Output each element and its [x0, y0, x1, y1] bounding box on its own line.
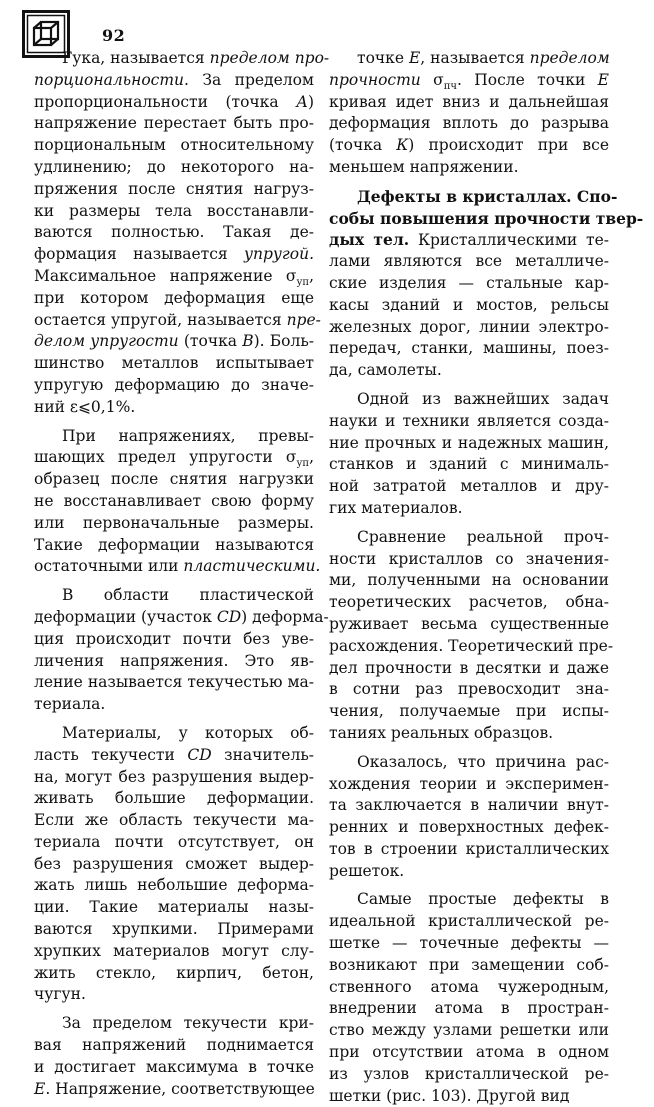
text-line [34, 694, 314, 716]
text-run: Сравнение реальной проч- [357, 527, 609, 546]
text-run: остаточными или [34, 557, 184, 576]
text-run: шетке — точечные дефекты — [329, 934, 609, 953]
paragraph-gap [34, 578, 314, 585]
text-run: хождения теории и эксперимен- [329, 774, 609, 793]
text-run: териала почти отсутствует, он [34, 832, 314, 851]
text-run: точке [357, 49, 409, 67]
text-run: вая напряжений поднимается [34, 1036, 314, 1055]
text-line [34, 1035, 314, 1057]
text-line [34, 92, 314, 114]
text-line [34, 179, 314, 201]
text-line [329, 360, 609, 382]
text-line [329, 1086, 609, 1107]
text-run: ренних и поверхностных дефек- [329, 818, 609, 837]
subscript: пч [443, 80, 457, 92]
text-run: жить стекло, кирпич, бетон, [34, 963, 314, 982]
text-run: чугун. [34, 985, 86, 1004]
text-line [329, 1020, 609, 1042]
text-run: В области пластической [62, 586, 314, 605]
text-run: остается упругой, называется [34, 310, 287, 329]
paragraph [329, 752, 609, 883]
paragraph-gap [34, 716, 314, 723]
italic-term: пределом [529, 49, 610, 67]
italic-term: К [396, 136, 409, 155]
text-run: , называется [420, 49, 530, 67]
text-run: Если же область текучести ма- [34, 811, 314, 830]
text-line [329, 911, 609, 933]
text-run: кривая идет вниз и дальнейшая [329, 92, 609, 111]
paragraph-gap [329, 179, 609, 186]
text-line [34, 767, 314, 789]
text-run: ). Боль- [253, 332, 315, 351]
text-line [329, 251, 609, 273]
text-run: значитель- [211, 745, 314, 764]
text-line [329, 295, 609, 317]
paragraph [329, 889, 609, 1107]
text-run: и достигает максимума в точке [34, 1057, 314, 1076]
text-run: ление называется текучестью ма- [34, 673, 314, 692]
subscript: уп [296, 277, 310, 289]
text-run: при котором деформация еще [34, 288, 314, 307]
bold-heading: Дефекты в кристаллах. Спо- [357, 186, 618, 206]
text-run: не восстанавливает свою форму [34, 491, 314, 510]
text-line [329, 933, 609, 955]
text-run: расхождения. Теоретический пре- [329, 636, 614, 655]
text-line [34, 556, 321, 578]
text-line [329, 861, 609, 883]
text-run: науки и техники является созда- [329, 411, 609, 430]
text-run: меньшем напряжении. [329, 157, 519, 176]
text-line [329, 614, 609, 636]
text-run: живать большие деформации. [34, 789, 314, 808]
text-line [329, 317, 609, 339]
text-run: да, самолеты. [329, 361, 442, 380]
text-run: . После точки [457, 70, 598, 89]
text-line [329, 955, 609, 977]
text-line [34, 447, 314, 469]
text-run: тов в строении кристаллических [329, 839, 609, 858]
text-line [34, 854, 314, 876]
text-run: ной затратой металлов и дру- [329, 477, 609, 496]
text-run: деформация вплоть до разрыва [329, 114, 609, 133]
text-run: дел прочности в десятки и даже [329, 658, 609, 677]
paragraph-gap [34, 1006, 314, 1013]
italic-term: CD [187, 745, 212, 764]
italic-term: упругой. [244, 245, 314, 264]
italic-term: порциональности. [34, 70, 189, 89]
text-line [329, 1064, 609, 1086]
text-line [329, 977, 609, 999]
paragraph [34, 1013, 314, 1100]
text-line [329, 752, 609, 774]
text-run: касы зданий и мостов, рельсы [329, 295, 609, 314]
text-line [34, 244, 314, 266]
text-run: ) происходит при все [408, 136, 609, 155]
text-run: железных дорог, линии электро- [329, 317, 609, 336]
text-run: Гука, называется [62, 49, 210, 67]
text-line [329, 135, 609, 157]
text-run: ваются полностью. Такая де- [34, 223, 314, 242]
text-run: при отсутствии атома в одном [329, 1043, 609, 1062]
paragraph [34, 585, 329, 716]
text-line [34, 897, 314, 919]
text-line [329, 113, 609, 135]
text-run: ство между узлами решетки или [329, 1021, 609, 1040]
text-line [329, 92, 609, 114]
text-run: шинство металлов испытывает [34, 354, 314, 373]
text-line [34, 1057, 314, 1079]
text-line [34, 222, 314, 244]
text-line [34, 788, 314, 810]
paragraph [34, 723, 314, 1006]
text-run: та заключается в наличии внут- [329, 796, 609, 815]
bold-heading: собы повышения прочности твер- [329, 208, 644, 228]
paragraph [34, 426, 321, 579]
text-line [34, 375, 314, 397]
text-run: из узлов кристаллической ре- [329, 1064, 609, 1083]
text-run: (точка [178, 332, 243, 351]
text-line [34, 266, 314, 288]
page-number: 92 [102, 26, 126, 45]
text-run: упругую деформацию до значе- [34, 375, 314, 394]
text-line [329, 454, 609, 476]
text-line [34, 113, 314, 135]
text-line [329, 186, 618, 208]
text-run: ваются хрупкими. Примерами [34, 920, 314, 939]
text-run: , [309, 448, 314, 467]
text-line [329, 817, 609, 839]
text-line [34, 491, 314, 513]
text-run: на, могут без разрушения выдер- [34, 767, 314, 786]
text-run: ний ε⩽0,1%. [34, 397, 136, 416]
paragraph [329, 186, 644, 382]
text-line [34, 919, 314, 941]
text-run: формация называется [34, 245, 245, 264]
text-line [329, 998, 609, 1020]
text-line [34, 1013, 314, 1035]
text-line [329, 411, 609, 433]
text-line [34, 397, 314, 419]
text-line [34, 585, 314, 607]
text-line [34, 331, 314, 353]
text-line [34, 875, 314, 897]
text-line [329, 476, 609, 498]
text-run: Максимальное напряжение σ [34, 266, 297, 285]
italic-term: Е [34, 1079, 46, 1098]
text-run: При напряжениях, превы- [62, 426, 314, 445]
text-line [34, 723, 314, 745]
italic-term: Е [597, 70, 609, 89]
paragraph-gap [329, 745, 609, 752]
text-run: За пределом [188, 70, 314, 89]
italic-term: пре- [286, 310, 321, 329]
text-line [34, 745, 314, 767]
text-line [329, 498, 609, 520]
text-run: ские изделия — стальные кар- [329, 273, 609, 292]
text-run: . Напряжение, соответствующее [45, 1079, 315, 1098]
paragraph-gap [329, 382, 609, 389]
text-line [329, 527, 609, 549]
text-line [329, 389, 609, 411]
text-run: пряжения после снятия нагруз- [34, 179, 314, 198]
text-line [34, 810, 314, 832]
text-run: личения напряжения. Это яв- [34, 651, 314, 670]
text-run: передач, станки, машины, поез- [329, 339, 609, 358]
italic-term: пределом про- [209, 49, 330, 67]
text-run: ми, полученными на основании [329, 571, 609, 590]
text-line [34, 157, 314, 179]
right-column [329, 48, 644, 1107]
subscript: уп [296, 458, 310, 470]
text-line [329, 48, 609, 70]
text-run: Такие деформации называются [34, 535, 314, 554]
text-run: теоретических расчетов, обна- [329, 593, 609, 612]
text-line [34, 469, 314, 491]
text-run: шающих предел упругости σ [34, 448, 297, 467]
text-run: Кристаллическими те- [409, 231, 609, 250]
text-run: σ [420, 70, 444, 89]
text-run: порциональным относительному [34, 136, 314, 155]
text-line [329, 229, 609, 251]
text-line [34, 832, 314, 854]
text-run: в сотни раз превосходит зна- [329, 680, 609, 699]
text-line [329, 889, 609, 911]
text-run: ция происходит почти без уве- [34, 629, 314, 648]
text-line [34, 135, 314, 157]
text-line [34, 984, 314, 1006]
text-line [34, 48, 330, 70]
italic-term: прочности [329, 70, 421, 89]
text-run: За пределом текучести кри- [62, 1014, 314, 1033]
text-line [329, 723, 609, 745]
text-run: ственного атома чужеродным, [329, 977, 609, 996]
text-run: Одной из важнейших задач [357, 389, 609, 408]
paragraph-gap [34, 419, 314, 426]
text-run: чения, получаемые при испы- [329, 702, 609, 721]
text-run: Оказалось, что причина рас- [357, 752, 609, 771]
text-line [34, 426, 314, 448]
text-line [329, 1042, 609, 1064]
text-run: ) [307, 92, 314, 111]
italic-term: CD [216, 607, 242, 626]
text-run: решеток. [329, 861, 405, 880]
text-run: деформации (участок [34, 607, 217, 626]
text-run: гих материалов. [329, 498, 463, 517]
text-line [34, 672, 314, 694]
italic-term: В [242, 332, 254, 351]
paragraph [329, 527, 614, 745]
text-line [34, 353, 314, 375]
text-run: удлинению; до некоторого на- [34, 157, 314, 176]
text-line [329, 273, 609, 295]
text-run: образец после снятия нагрузки [34, 470, 314, 489]
text-run: идеальной кристаллической ре- [329, 912, 609, 931]
text-line [34, 651, 314, 673]
text-line [34, 1079, 314, 1101]
text-line [34, 629, 314, 651]
text-run: таниях реальных образцов. [329, 723, 554, 742]
text-line [34, 70, 314, 92]
text-run: напряжение перестает быть про- [34, 114, 314, 133]
text-line [329, 658, 609, 680]
text-line [34, 963, 314, 985]
paragraph-gap [329, 520, 609, 527]
text-run: станков и зданий с минималь- [329, 455, 609, 474]
bold-heading: дых тел. [329, 230, 410, 250]
paragraph [329, 48, 609, 179]
text-run: ) деформа- [241, 607, 329, 626]
text-run: ласть текучести [34, 745, 188, 764]
text-line [329, 636, 614, 658]
italic-term: А [296, 92, 308, 111]
text-line [329, 679, 609, 701]
paragraph [34, 48, 330, 419]
text-run: без разрушения сможет выдер- [34, 854, 314, 873]
text-line [329, 839, 609, 861]
paragraph [329, 389, 609, 520]
italic-term: Е [408, 49, 421, 67]
text-line [329, 70, 609, 92]
text-line [329, 208, 644, 230]
text-line [329, 570, 609, 592]
left-column [34, 48, 330, 1100]
text-run: лами являются все металличе- [329, 252, 609, 271]
text-run: шетки (рис. 103). Другой вид [329, 1086, 570, 1105]
text-line [329, 795, 609, 817]
text-run: руживает весьма существенные [329, 614, 609, 633]
text-line [329, 338, 609, 360]
text-line [34, 607, 329, 629]
text-line [34, 310, 321, 332]
text-line [34, 288, 314, 310]
text-run: пропорциональности (точка [34, 92, 297, 111]
text-run: внедрении атома в простран- [329, 999, 609, 1018]
text-line [34, 201, 314, 223]
text-run: териала. [34, 695, 106, 714]
text-line [34, 513, 314, 535]
text-run: (точка [329, 136, 397, 155]
italic-term: пластическими. [183, 557, 321, 576]
text-run: ции. Такие материалы назы- [34, 898, 314, 917]
text-run: или первоначальные размеры. [34, 513, 314, 532]
italic-term: делом упругости [34, 332, 179, 351]
text-run: ние прочных и надежных машин, [329, 433, 609, 452]
text-line [329, 157, 609, 179]
text-run: возникают при замещении соб- [329, 955, 609, 974]
text-run: Материалы, у которых об- [62, 723, 314, 742]
text-run: ки размеры тела восстанавли- [34, 201, 314, 220]
text-line [329, 433, 609, 455]
text-run: Самые простые дефекты в [357, 890, 609, 909]
text-line [34, 941, 314, 963]
text-line [329, 549, 609, 571]
text-run: хрупких материалов могут слу- [34, 941, 314, 960]
text-line [329, 774, 609, 796]
paragraph-gap [329, 882, 609, 889]
text-line [34, 535, 314, 557]
text-line [329, 701, 609, 723]
text-line [329, 592, 609, 614]
text-run: , [309, 266, 314, 285]
text-run: ности кристаллов со значения- [329, 549, 609, 568]
text-run: жать лишь небольшие деформа- [34, 876, 314, 895]
